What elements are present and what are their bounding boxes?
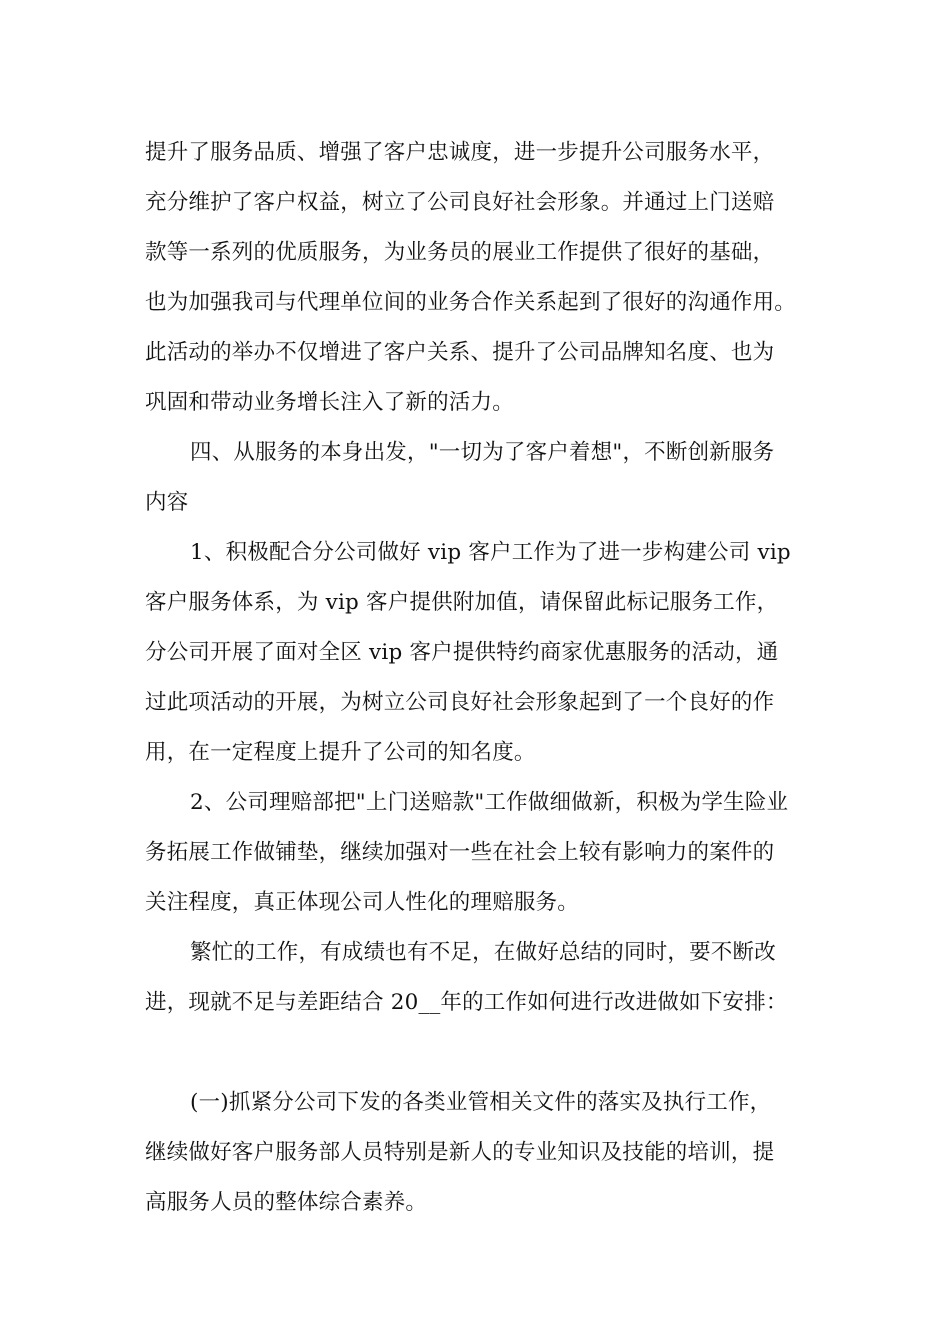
text-line: 2、公司理赔部把"上门送赔款"工作做细做新，积极为学生险业 [190,790,789,815]
text-line: 此活动的举办不仅增进了客户关系、提升了公司品牌知名度、也为 [145,340,775,365]
text-line: 1、积极配合分公司做好 vip 客户工作为了进一步构建公司 vip [190,540,791,565]
text-line: 繁忙的工作，有成绩也有不足，在做好总结的同时，要不断改 [190,940,776,965]
text-line: 分公司开展了面对全区 vip 客户提供特约商家优惠服务的活动，通 [145,640,779,665]
text-line: 进，现就不足与差距结合 20__年的工作如何进行改进做如下安排： [145,990,788,1015]
text-line: 巩固和带动业务增长注入了新的活力。 [145,390,514,415]
text-line: 也为加强我司与代理单位间的业务合作关系起到了很好的沟通作用。 [145,290,797,315]
text-line: 提升了服务品质、增强了客户忠诚度，进一步提升公司服务水平， [145,140,775,165]
text-line: 客户服务体系，为 vip 客户提供附加值，请保留此标记服务工作， [145,590,779,615]
text-line: 继续做好客户服务部人员特别是新人的专业知识及技能的培训，提 [145,1140,775,1165]
section-heading-line: 内容 [145,490,189,515]
text-line: 用，在一定程度上提升了公司的知名度。 [145,740,536,765]
text-line: 高服务人员的整体综合素养。 [145,1190,428,1215]
text-line: 关注程度，真正体现公司人性化的理赔服务。 [145,890,580,915]
text-line: (一)抓紧分公司下发的各类业管相关文件的落实及执行工作， [190,1090,772,1115]
text-line: 过此项活动的开展，为树立公司良好社会形象起到了一个良好的作 [145,690,775,715]
text-line: 款等一系列的优质服务，为业务员的展业工作提供了很好的基础， [145,240,775,265]
text-line: 充分维护了客户权益，树立了公司良好社会形象。并通过上门送赔 [145,190,775,215]
section-heading-line: 四、从服务的本身出发，"一切为了客户着想"，不断创新服务 [190,440,775,465]
text-line: 务拓展工作做铺垫，继续加强对一些在社会上较有影响力的案件的 [145,840,775,865]
